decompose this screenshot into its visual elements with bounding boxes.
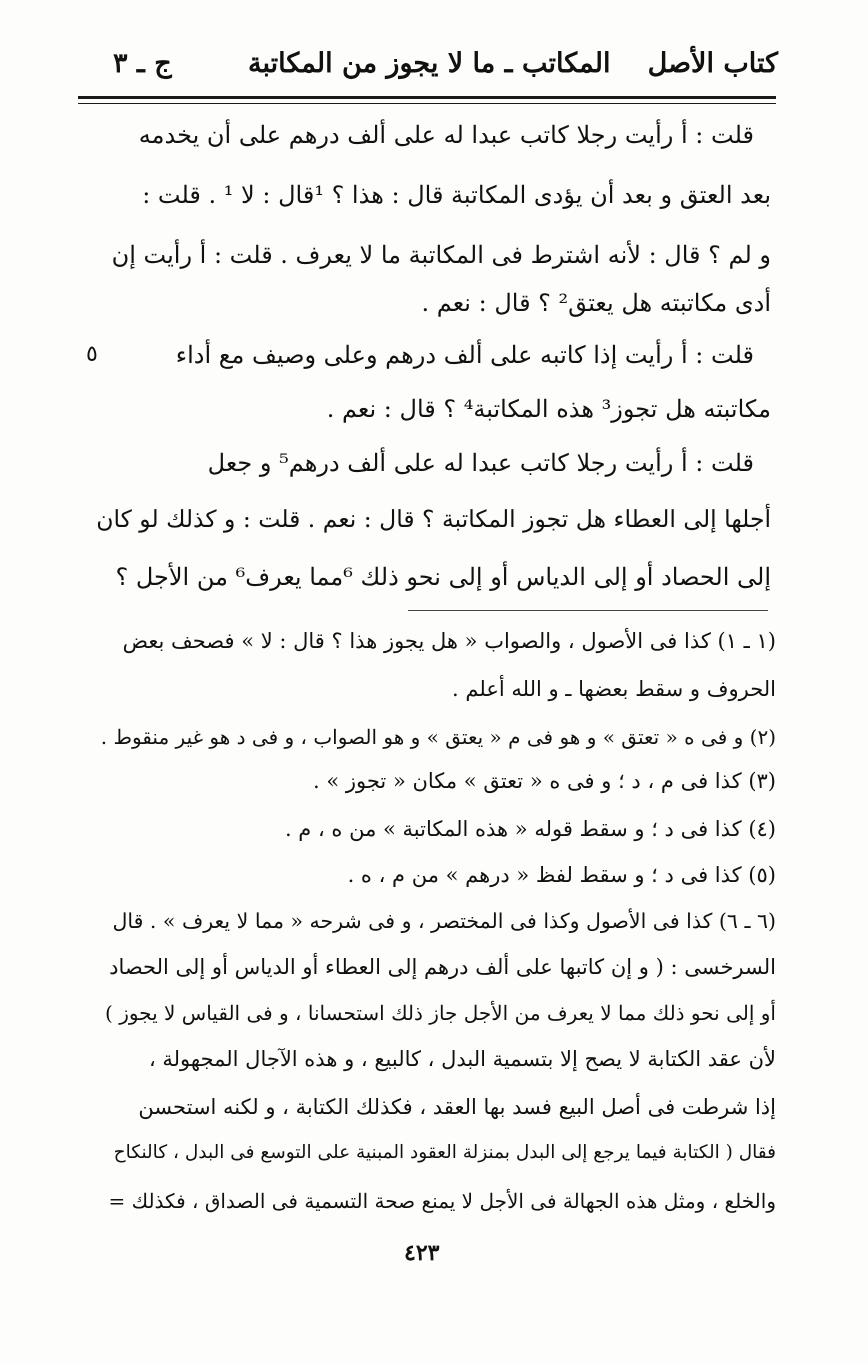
- body-line: بعد العتق و بعد أن يؤدى المكاتبة قال : هذا ؟ ¹قال : لا ¹ . قلت :: [142, 181, 771, 209]
- footnote-line: السرخسى : ( و إن كاتبها على ألف درهم إلى العطاء أو الدياس أو إلى الحصاد: [109, 955, 776, 979]
- header-rule-thin: [78, 103, 776, 104]
- body-line: إلى الحصاد أو إلى الدياس أو إلى نحو ذلك ⁶مما يعرف⁶ من الأجل ؟: [115, 563, 771, 591]
- volume-number: ج ـ ٣: [113, 48, 172, 79]
- line-number: ٥: [86, 342, 98, 367]
- footnote-line: والخلع ، ومثل هذه الجهالة فى الأجل لا يمنع صحة التسمية فى الصداق ، فكذلك =: [108, 1189, 776, 1213]
- running-header: [78, 40, 778, 96]
- body-line: قلت : أ رأيت رجلا كاتب عبدا له على ألف درهم على أن يخدمه: [138, 121, 754, 149]
- footnote-line: (١ ـ ١) كذا فى الأصول ، والصواب « هل يجوز هذا ؟ قال : لا » فصحف بعض: [122, 629, 776, 653]
- body-line: قلت : أ رأيت إذا كاتبه على ألف درهم وعلى وصيف مع أداء: [175, 341, 754, 369]
- footnote-line: (٤) كذا فى د ؛ و سقط قوله « هذه المكاتبة » من ه ، م .: [284, 817, 776, 841]
- body-line: قلت : أ رأيت رجلا كاتب عبدا له على ألف درهم⁵ و جعل: [207, 449, 754, 477]
- chapter-title: المكاتب ـ ما لا يجوز من المكاتبة: [248, 48, 611, 79]
- body-line: مكاتبته هل تجوز³ هذه المكاتبة⁴ ؟ قال : نعم .: [326, 395, 771, 423]
- body-line: أدى مكاتبته هل يعتق² ؟ قال : نعم .: [421, 289, 771, 317]
- footnote-line: الحروف و سقط بعضها ـ و الله أعلم .: [452, 677, 776, 701]
- footnote-line: أو إلى نحو ذلك مما لا يعرف من الأجل جاز ذلك استحسانا ، و فى القياس لا يجوز ): [105, 1001, 776, 1025]
- body-line: و لم ؟ قال : لأنه اشترط فى المكاتبة ما لا يعرف . قلت : أ رأيت إن: [111, 241, 771, 269]
- footnote-line: (٣) كذا فى م ، د ؛ و فى ه « تعتق » مكان « تجوز » .: [313, 769, 776, 793]
- footnote-line: لأن عقد الكتابة لا يصح إلا بتسمية البدل ، كالبيع ، و هذه الآجال المجهولة ،: [148, 1047, 776, 1071]
- footnote-line: (٥) كذا فى د ؛ و سقط لفظ « درهم » من م ، ه .: [347, 863, 776, 887]
- footnote-line: (٢) و فى ه « تعتق » و هو فى م « يعتق » و هو الصواب ، و فى د هو غير منقوط .: [100, 725, 776, 749]
- footnote-line: فقال ( الكتابة فيما يرجع إلى البدل بمنزلة العقود المبنية على التوسع فى البدل ، كالنكاح: [113, 1142, 776, 1163]
- book-title: كتاب الأصل: [647, 48, 778, 79]
- page-number: ٤٢٣: [404, 1240, 440, 1266]
- footnote-separator: [408, 610, 768, 611]
- header-rule-thick: [78, 96, 776, 99]
- footnote-line: (٦ ـ ٦) كذا فى الأصول وكذا فى المختصر ، و فى شرحه « مما لا يعرف » . قال: [112, 909, 776, 933]
- footnote-line: إذا شرطت فى أصل البيع فسد بها العقد ، فكذلك الكتابة ، و لكنه استحسن: [138, 1095, 776, 1119]
- body-line: أجلها إلى العطاء هل تجوز المكاتبة ؟ قال : نعم . قلت : و كذلك لو كان: [96, 505, 771, 533]
